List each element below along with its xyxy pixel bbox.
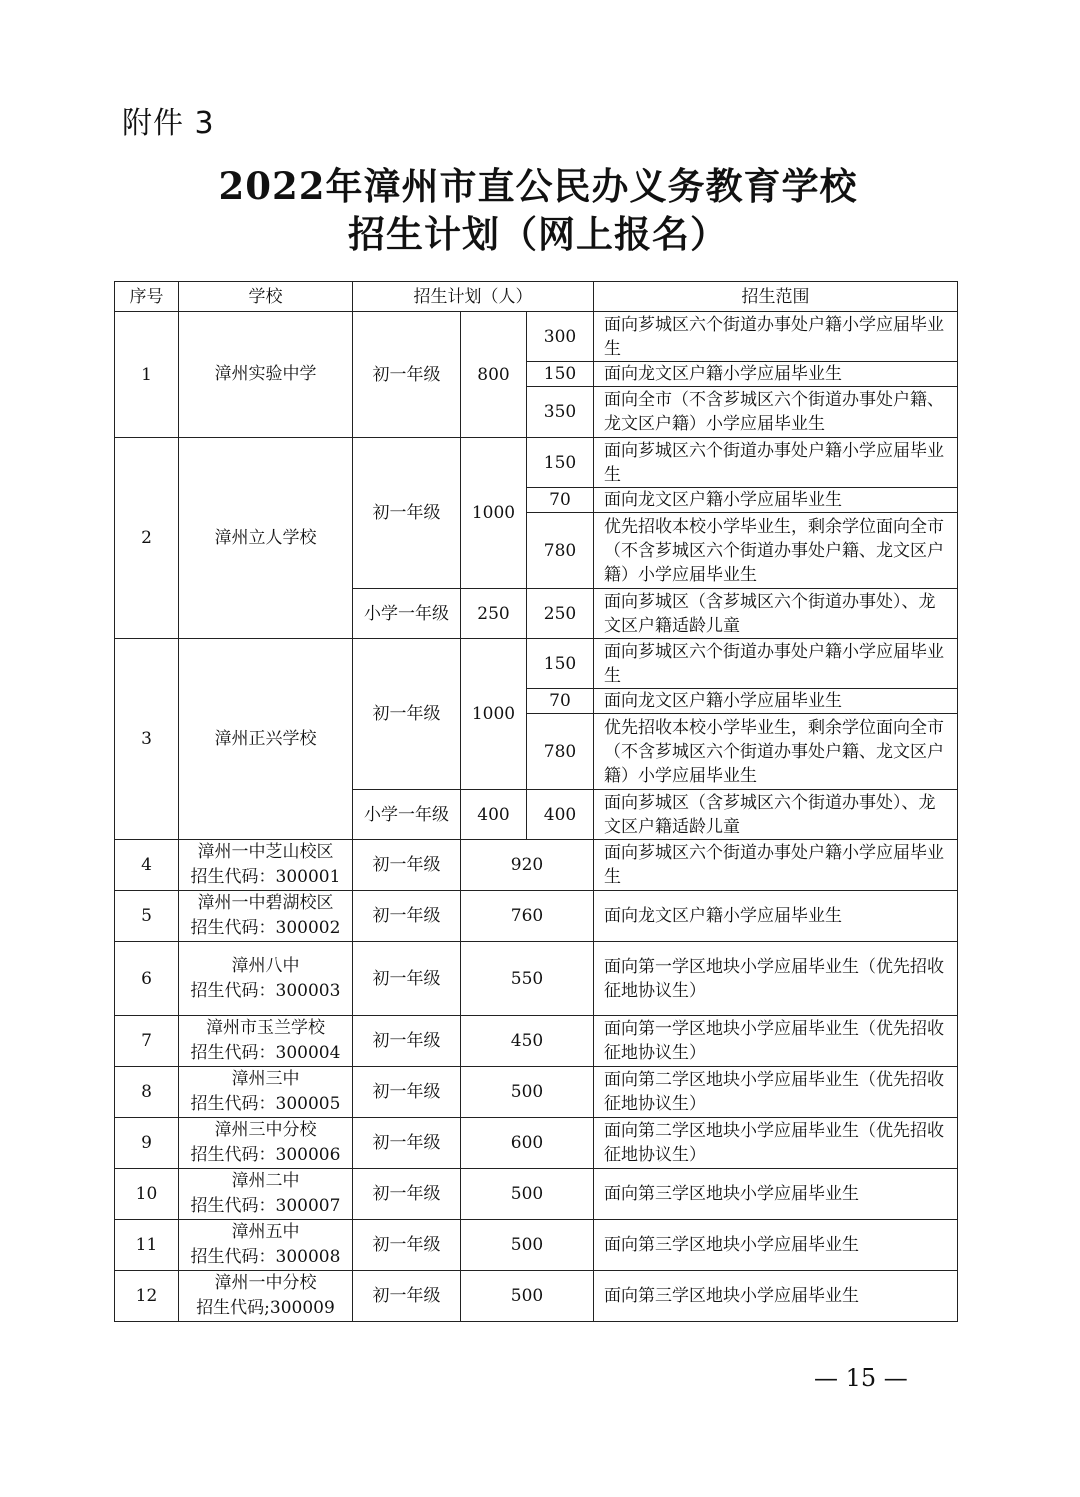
school-name: 漳州市玉兰学校 [206, 1018, 325, 1038]
document-title-line1: 2022年漳州市直公民办义务教育学校 [218, 164, 858, 208]
school-name: 漳州一中分校 [214, 1273, 317, 1293]
school-name: 漳州八中 [231, 955, 300, 976]
school-code: 招生代码：300004 [190, 1043, 341, 1063]
school-code: 招生代码：300007 [190, 1196, 341, 1216]
plan-total: 400 [461, 790, 527, 840]
grade-level: 小学一年级 [353, 589, 461, 639]
grade-level: 初一年级 [353, 1067, 461, 1118]
school-name: 漳州立人学校 [179, 438, 353, 639]
page-number: — 15 — [814, 1364, 908, 1392]
school-cell [179, 1118, 353, 1169]
table-row [115, 1016, 958, 1067]
header-scope: 招生范围 [594, 282, 958, 312]
enrollment-scope: 面向芗城区（含芗城区六个街道办事处）、龙文区户籍适龄儿童 [594, 790, 958, 840]
row-number: 4 [115, 840, 179, 891]
school-name: 漳州实验中学 [179, 312, 353, 438]
attachment-label: 附件 3 [122, 106, 215, 141]
table-row [115, 1169, 958, 1220]
school-name: 漳州三中分校 [214, 1120, 317, 1140]
plan-total: 450 [461, 1016, 594, 1067]
row-number: 11 [115, 1220, 179, 1271]
plan-sub-count: 150 [527, 362, 594, 387]
table-header-row [115, 282, 958, 312]
plan-total: 920 [461, 840, 594, 891]
table-row [115, 1271, 958, 1322]
plan-total: 500 [461, 1169, 594, 1220]
school-code: 招生代码：300006 [190, 1145, 341, 1165]
enrollment-scope: 面向龙文区户籍小学应届毕业生 [594, 488, 958, 513]
grade-level: 初一年级 [353, 840, 461, 891]
table-row [115, 1118, 958, 1169]
row-number: 12 [115, 1271, 179, 1322]
school-name: 漳州一中芝山校区 [197, 842, 334, 862]
school-code: 招生代码：300008 [190, 1247, 341, 1267]
school-cell [179, 1220, 353, 1271]
enrollment-scope: 面向第一学区地块小学应届毕业生（优先招收征地协议生） [594, 1016, 958, 1067]
plan-total: 500 [461, 1220, 594, 1271]
enrollment-scope: 面向全市（不含芗城区六个街道办事处户籍、龙文区户籍）小学应届毕业生 [594, 387, 958, 438]
row-number: 10 [115, 1169, 179, 1220]
enrollment-scope: 面向芗城区（含芗城区六个街道办事处）、龙文区户籍适龄儿童 [594, 589, 958, 639]
enrollment-scope: 面向龙文区户籍小学应届毕业生 [594, 362, 958, 387]
plan-total: 550 [461, 942, 594, 1016]
enrollment-scope: 优先招收本校小学毕业生，剩余学位面向全市（不含芗城区六个街道办事处户籍、龙文区户籍）小学应届毕业生 [594, 714, 958, 790]
plan-total: 800 [461, 312, 527, 438]
grade-level: 初一年级 [353, 942, 461, 1016]
school-cell [179, 942, 353, 1016]
plan-sub-count: 70 [527, 488, 594, 513]
enrollment-scope: 面向芗城区六个街道办事处户籍小学应届毕业生 [594, 840, 958, 891]
plan-sub-count: 150 [527, 438, 594, 488]
enrollment-scope: 面向龙文区户籍小学应届毕业生 [594, 689, 958, 714]
table-row [115, 891, 958, 942]
plan-sub-count: 780 [527, 513, 594, 589]
enrollment-plan-table [114, 281, 958, 1322]
table-body [115, 312, 958, 1322]
table-row [115, 840, 958, 891]
school-code: 招生代码：300003 [190, 980, 341, 1001]
plan-total: 1000 [461, 639, 527, 790]
row-number: 8 [115, 1067, 179, 1118]
school-name: 漳州一中碧湖校区 [197, 893, 334, 913]
school-code: 招生代码：300002 [190, 918, 341, 938]
table-row [115, 942, 958, 1016]
header-no: 序号 [115, 282, 179, 312]
enrollment-scope: 面向芗城区六个街道办事处户籍小学应届毕业生 [594, 639, 958, 689]
grade-level: 初一年级 [353, 438, 461, 589]
grade-level: 初一年级 [353, 639, 461, 790]
enrollment-scope: 面向第三学区地块小学应届毕业生 [594, 1271, 958, 1322]
document-title-line2: 招生计划（网上报名） [348, 212, 728, 256]
row-number: 7 [115, 1016, 179, 1067]
school-cell [179, 1067, 353, 1118]
school-code: 招生代码;300009 [196, 1298, 335, 1318]
school-cell [179, 1016, 353, 1067]
plan-sub-count: 780 [527, 714, 594, 790]
enrollment-scope: 面向第一学区地块小学应届毕业生（优先招收征地协议生） [594, 942, 958, 1016]
plan-total: 500 [461, 1067, 594, 1118]
enrollment-scope: 面向第三学区地块小学应届毕业生 [594, 1169, 958, 1220]
grade-level: 初一年级 [353, 891, 461, 942]
enrollment-scope: 面向第三学区地块小学应届毕业生 [594, 1220, 958, 1271]
school-code: 招生代码：300005 [190, 1094, 341, 1114]
table-row [115, 312, 958, 362]
enrollment-scope: 面向第二学区地块小学应届毕业生（优先招收征地协议生） [594, 1118, 958, 1169]
header-plan: 招生计划（人） [353, 282, 594, 312]
plan-total: 600 [461, 1118, 594, 1169]
enrollment-scope: 面向龙文区户籍小学应届毕业生 [594, 891, 958, 942]
table-row [115, 639, 958, 689]
row-number: 2 [115, 438, 179, 639]
school-name: 漳州五中 [231, 1222, 300, 1242]
school-cell [179, 1169, 353, 1220]
grade-level: 初一年级 [353, 1220, 461, 1271]
grade-level: 初一年级 [353, 1118, 461, 1169]
grade-level: 初一年级 [353, 312, 461, 438]
school-name: 漳州二中 [231, 1171, 300, 1191]
enrollment-scope: 面向芗城区六个街道办事处户籍小学应届毕业生 [594, 312, 958, 362]
school-cell [179, 891, 353, 942]
grade-level: 小学一年级 [353, 790, 461, 840]
school-code: 招生代码：300001 [190, 867, 341, 887]
school-name: 漳州正兴学校 [179, 639, 353, 840]
row-number: 6 [115, 942, 179, 1016]
plan-total: 1000 [461, 438, 527, 589]
row-number: 5 [115, 891, 179, 942]
grade-level: 初一年级 [353, 1271, 461, 1322]
plan-sub-count: 350 [527, 387, 594, 438]
grade-level: 初一年级 [353, 1169, 461, 1220]
school-name: 漳州三中 [231, 1069, 300, 1089]
school-cell [179, 1271, 353, 1322]
plan-sub-count: 70 [527, 689, 594, 714]
enrollment-scope: 优先招收本校小学毕业生，剩余学位面向全市（不含芗城区六个街道办事处户籍、龙文区户籍）小学应届毕业生 [594, 513, 958, 589]
row-number: 9 [115, 1118, 179, 1169]
plan-sub-count: 400 [527, 790, 594, 840]
plan-sub-count: 150 [527, 639, 594, 689]
enrollment-scope: 面向第二学区地块小学应届毕业生（优先招收征地协议生） [594, 1067, 958, 1118]
plan-sub-count: 250 [527, 589, 594, 639]
table-row [115, 1220, 958, 1271]
enrollment-scope: 面向芗城区六个街道办事处户籍小学应届毕业生 [594, 438, 958, 488]
row-number: 3 [115, 639, 179, 840]
table-row [115, 1067, 958, 1118]
plan-total: 250 [461, 589, 527, 639]
table-row [115, 438, 958, 488]
grade-level: 初一年级 [353, 1016, 461, 1067]
row-number: 1 [115, 312, 179, 438]
plan-total: 500 [461, 1271, 594, 1322]
plan-sub-count: 300 [527, 312, 594, 362]
plan-total: 760 [461, 891, 594, 942]
school-cell [179, 840, 353, 891]
header-school: 学校 [179, 282, 353, 312]
